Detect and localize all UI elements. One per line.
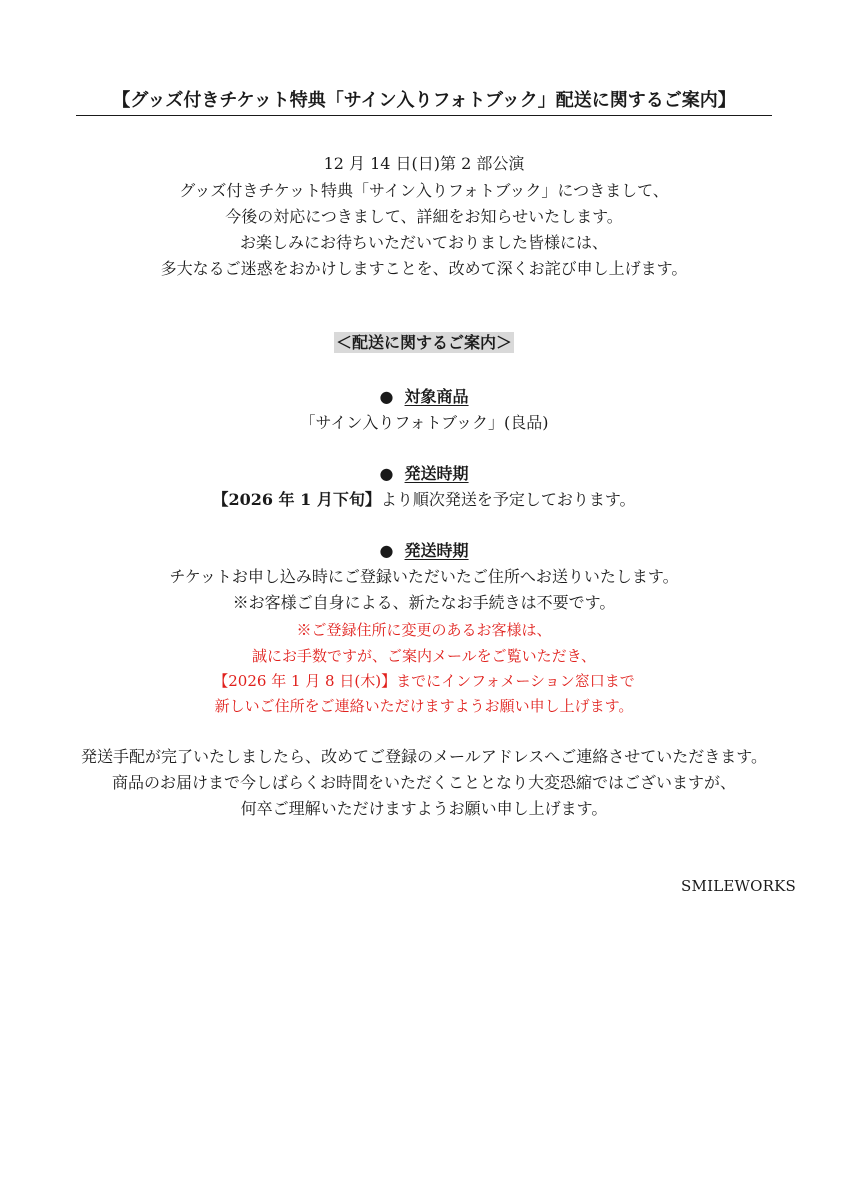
- section-heading-label: 対象商品: [404, 387, 469, 406]
- target-product-text: 「サイン入りフォトブック」(良品): [299, 413, 549, 432]
- shipping-period-rest: より順次発送を予定しております。: [380, 490, 636, 509]
- section-heading-label: 発送時期: [404, 541, 469, 560]
- shipping-address-line-2: ※お客様ご自身による、新たなお手続きは不要です。: [232, 593, 616, 612]
- section-shipping-address-heading: [0, 540, 848, 562]
- address-change-note-4: 新しいご住所をご連絡いただけますようお願い申し上げます。: [214, 697, 634, 715]
- intro-line-4: 多大なるご迷惑をおかけしますことを、改めて深くお詫び申し上げます。: [160, 259, 688, 278]
- shipping-info-heading-text: ＜配送に関するご案内＞: [335, 333, 512, 352]
- intro-line-3: お楽しみにお待ちいただいておりました皆様には、: [239, 233, 608, 252]
- section-heading-label: 発送時期: [404, 464, 469, 483]
- bullet-icon: ●: [379, 541, 394, 560]
- shipping-period-text: [0, 489, 848, 511]
- bullet-icon: ●: [379, 464, 394, 483]
- closing-line-2: 商品のお届けまで今しばらくお時間をいただくこととなり大変恐縮ではございますが、: [111, 773, 736, 792]
- section-target-product-heading: [0, 386, 848, 408]
- intro-line-1: グッズ付きチケット特典「サイン入りフォトブック」につきまして、: [179, 181, 669, 200]
- closing-line-1: 発送手配が完了いたしましたら、改めてご登録のメールアドレスへご連絡させていただきます。: [81, 747, 767, 766]
- notice-title: 【グッズ付きチケット特典「サイン入りフォトブック」配送に関するご案内】: [76, 89, 772, 116]
- performance-date-line: 12 月 14 日(日)第 2 部公演: [323, 154, 525, 173]
- signature-company: SMILEWORKS: [681, 877, 796, 895]
- bullet-icon: ●: [379, 387, 394, 406]
- address-change-note-2: 誠にお手数ですが、ご案内メールをご覧いただき、: [251, 647, 597, 665]
- address-change-note-1: ※ご登録住所に変更のあるお客様は、: [296, 621, 552, 639]
- shipping-info-heading: [0, 332, 848, 354]
- shipping-period-date: 【2026 年 1 月下旬】: [212, 490, 381, 509]
- intro-line-2: 今後の対応につきまして、詳細をお知らせいたします。: [225, 207, 623, 226]
- shipping-address-line-1: チケットお申し込み時にご登録いただいたご住所へお送りいたします。: [169, 567, 679, 586]
- closing-line-3: 何卒ご理解いただけますようお願い申し上げます。: [240, 799, 608, 818]
- section-shipping-period-heading: [0, 463, 848, 485]
- address-change-note-3: 【2026 年 1 月 8 日(木)】までにインフォメーション窓口まで: [213, 672, 635, 690]
